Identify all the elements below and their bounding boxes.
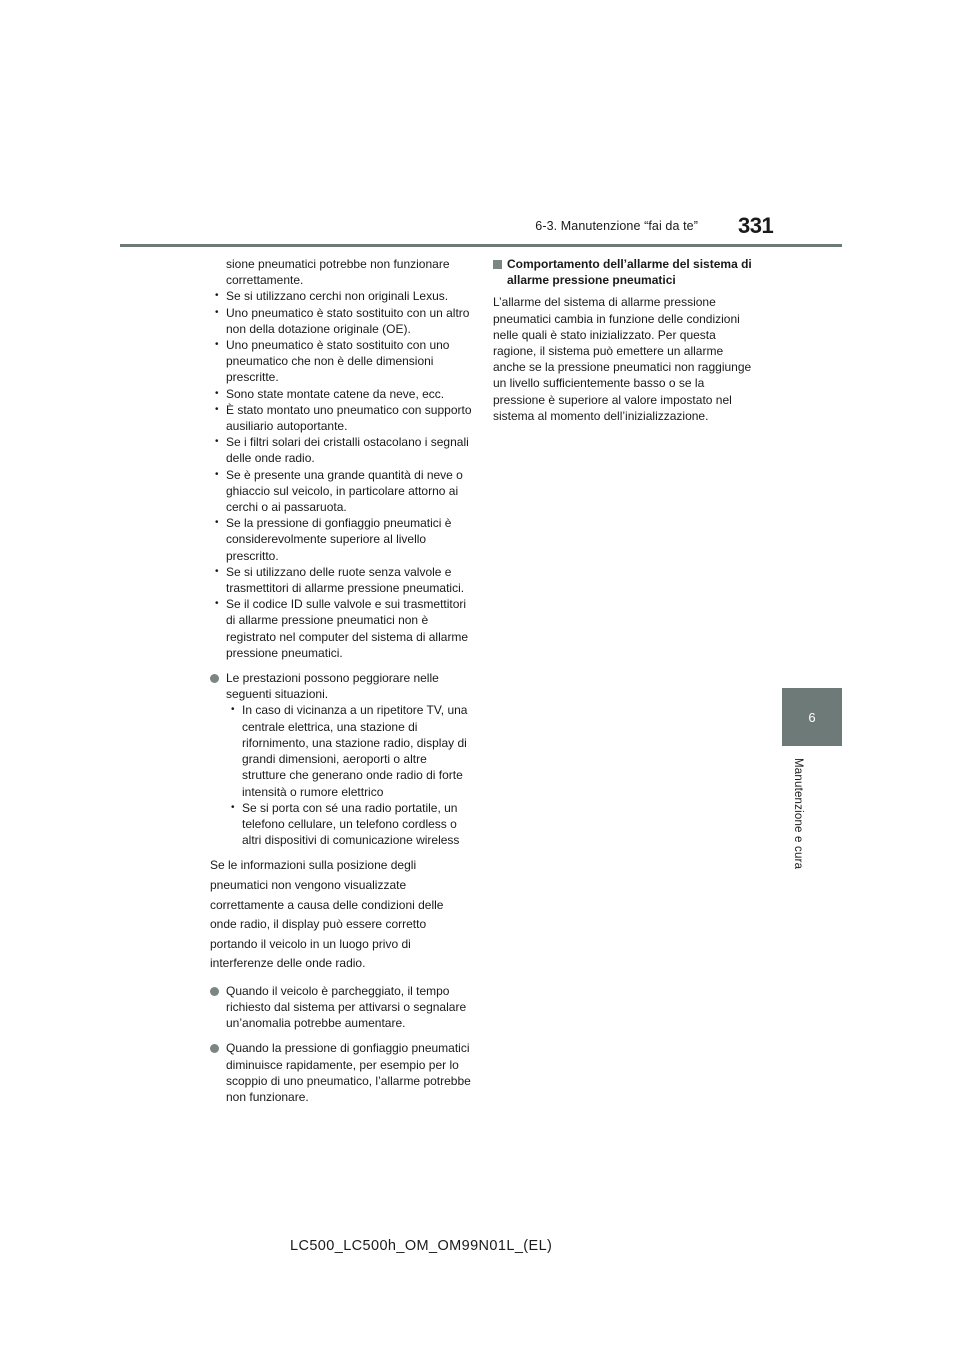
chapter-label: Manutenzione e cura <box>792 758 804 870</box>
list-item: • È stato montato uno pneumatico con supporto ausiliario autoportante. <box>210 402 472 434</box>
note-item <box>210 670 472 848</box>
list-item: • Se si utilizzano delle ruote senza valvole e trasmettitori di allarme pressione pneumatici. <box>210 564 472 596</box>
bullet-list <box>226 702 472 848</box>
list-item: • Uno pneumatico è stato sostituito con uno pneumatico che non è delle dimensioni prescritte. <box>210 337 472 386</box>
list-item: • Se è presente una grande quantità di neve o ghiaccio sul veicolo, in particolare attorno ai cerchi o ai passaruota. <box>210 467 472 516</box>
note-text: Le prestazioni possono peggiorare nelle seguenti situazioni. <box>226 671 439 702</box>
list-item: • Se si utilizzano cerchi non originali Lexus. <box>210 288 472 304</box>
note-text: Quando la pressione di gonfiaggio pneumatici diminuisce rapidamente, per esempio per lo scoppio di uno pneumatico, l’allarme potrebbe non funzionare. <box>226 1041 471 1105</box>
list-item: • In caso di vicinanza a un ripetitore TV, una centrale elettrica, una stazione di rifornimento, una stazione radio, display di grandi dimensioni, aeroporti o altre strutture che generano onde radio di forte intensità o rumore elettrico <box>226 702 472 799</box>
circle-bullet-icon <box>210 987 219 996</box>
chapter-tab <box>782 688 842 746</box>
list-item: • Se il codice ID sulle valvole e sui trasmettitori di allarme pressione pneumatici non è registrato nel computer del sistema di allarme pressione pneumatici. <box>210 596 472 661</box>
continued-line: sione pneumatici potrebbe non funzionare <box>226 257 450 271</box>
page-number: 331 <box>738 213 774 238</box>
square-bullet-icon <box>493 260 502 269</box>
continued-text <box>210 256 472 288</box>
list-item: • Se la pressione di gonfiaggio pneumatici è considerevolmente superiore al livello prescritto. <box>210 515 472 564</box>
header-rule <box>120 244 842 247</box>
list-item: • Se si porta con sé una radio portatile, un telefono cellulare, un telefono cordless o altri dispositivi di comunicazione wireless <box>226 800 472 849</box>
manual-code: LC500_LC500h_OM_OM99N01L_(EL) <box>290 1238 553 1254</box>
circle-bullet-icon <box>210 1044 219 1053</box>
circle-bullet-icon <box>210 674 219 683</box>
body-paragraph: Se le informazioni sulla posizione degli pneumatici non vengono visualizzate correttamente a causa delle condizioni delle onde radio, il display può essere corretto portando il veicolo in un luogo privo di interferenze delle onde radio. <box>210 858 444 971</box>
list-item: • Uno pneumatico è stato sostituito con un altro non della dotazione originale (OE). <box>210 305 472 337</box>
body-paragraph: L’allarme del sistema di allarme pressione pneumatici cambia in funzione delle condizioni nelle quali è stato inizializzato. Per questa ragione, il sistema può emettere un allarme anche se la pressione pneumatici non raggiunge un livello sufficientemente basso o se la pressione è superiore al valore impostato nel sistema al momento dell’inizializzazione. <box>493 295 752 423</box>
chapter-number: 6 <box>808 709 816 725</box>
subsection-heading <box>493 256 755 288</box>
right-column <box>493 256 755 424</box>
heading-text: Comportamento dell’allarme del sistema di allarme pressione pneumatici <box>507 257 752 288</box>
bullet-list <box>210 288 472 661</box>
list-item: • Sono state montate catene da neve, ecc. <box>210 386 472 402</box>
continued-line: correttamente. <box>226 273 304 288</box>
note-text: Quando il veicolo è parcheggiato, il tempo richiesto dal sistema per attivarsi o segnalare un’anomalia potrebbe aumentare. <box>226 983 467 1031</box>
note-item <box>210 1040 472 1105</box>
note-item <box>210 983 472 1032</box>
list-item: • Se i filtri solari dei cristalli ostacolano i segnali delle onde radio. <box>210 434 472 466</box>
section-title: 6-3. Manutenzione “fai da te” <box>535 219 698 233</box>
left-column <box>210 256 472 1105</box>
